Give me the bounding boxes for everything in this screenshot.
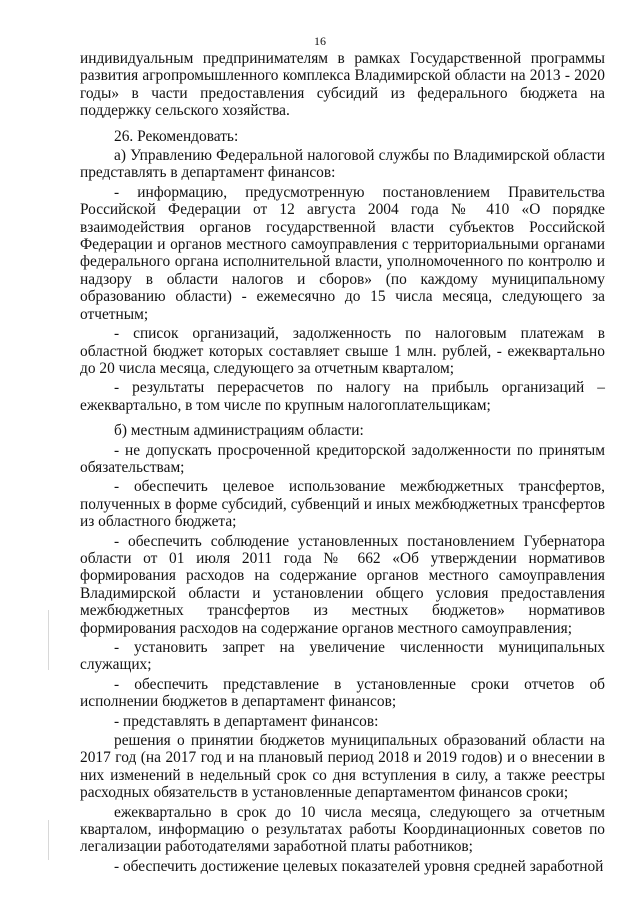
paragraph-bullet-submit: - представлять в департамент финансов:: [114, 712, 379, 730]
document-body: [80, 50, 605, 875]
scan-margin-line: [48, 820, 49, 860]
paragraph-bullet-no-overdue-debt: - не допускать просроченной кредиторской задолженности по принятым обязательствам;: [80, 441, 605, 476]
paragraph-bullet-organizations-list: - список организаций, задолженность по налоговым платежам в областной бюджет которых составляет свыше 1 млн. рублей, - ежеквартально до 20 числа месяца, следующего за отчетным кварталом;: [80, 325, 605, 377]
scan-margin-line: [48, 610, 49, 670]
paragraph-bullet-compliance: - обеспечить соблюдение установленных постановлением Губернатора области от 01 июля 2011 года № 662 «Об утверждении нормативов формирования расходов на содержание органов местного самоуправления Владимирской области и установлении общего условия предоставления межбюджетных трансфертов из местных бюджетов» нормативов формирования расходов на содержание органов местного самоуправления;: [80, 532, 605, 637]
paragraph-item-b: б) местным администрациям области:: [114, 422, 364, 440]
paragraph-continuation: индивидуальным предпринимателям в рамках Государственной программы развития агропромышленного комплекса Владимирской области на 2013 - 2020 годы» в части предоставления субсидий из федерального бюджета на поддержку сельского хозяйства.: [80, 50, 605, 120]
paragraph-budget-decisions: решения о принятии бюджетов муниципальных образований области на 2017 год (на 2017 год и на плановый период 2018 и 2019 годов) и о внесении в них изменений в недельный срок со дня вступления в силу, а также реестры расходных обязательств в установленные департаментом финансов сроки;: [80, 732, 605, 802]
paragraph-item-a: а) Управлению Федеральной налоговой службы по Владимирской области представлять в департамент финансов:: [80, 147, 605, 182]
page-number: 16: [314, 34, 326, 48]
paragraph-bullet-staff-ban: - установить запрет на увеличение численности муниципальных служащих;: [80, 639, 605, 674]
paragraph-bullet-reports: - обеспечить представление в установленные сроки отчетов об исполнении бюджетов в департамент финансов;: [80, 675, 605, 711]
paragraph-bullet-recalculations: - результаты перерасчетов по налогу на прибыль организаций – ежеквартально, в том числе по крупным налогоплательщикам;: [80, 379, 605, 414]
paragraph-bullet-information: - информацию, предусмотренную постановлением Правительства Российской Федерации от 12 августа 2004 года № 410 «О порядке взаимодействия органов государственной власти субъектов Российской Федерации и органов местного самоуправления с территориальными органами федерального органа исполнительной власти, уполномоченного по контролю и надзору в области налогов и сборов» (по каждому муниципальному образованию области) - ежемесячно до 15 числа месяца, следующего за отчетным;: [80, 183, 605, 323]
paragraph-bullet-targeted-use: - обеспечить целевое использование межбюджетных трансфертов, полученных в форме субсидий, субвенций и иных межбюджетных трансфертов из областного бюджета;: [80, 478, 605, 531]
paragraph-bullet-salary-targets: - обеспечить достижение целевых показателей уровня средней заработной: [114, 857, 604, 875]
paragraph-quarterly-info: ежеквартально в срок до 10 числа месяца, следующего за отчетным кварталом, информацию о результатах работы Координационных советов по легализации работодателями заработной платы работников;: [80, 803, 605, 856]
paragraph-recommend-heading: 26. Рекомендовать:: [114, 127, 239, 145]
